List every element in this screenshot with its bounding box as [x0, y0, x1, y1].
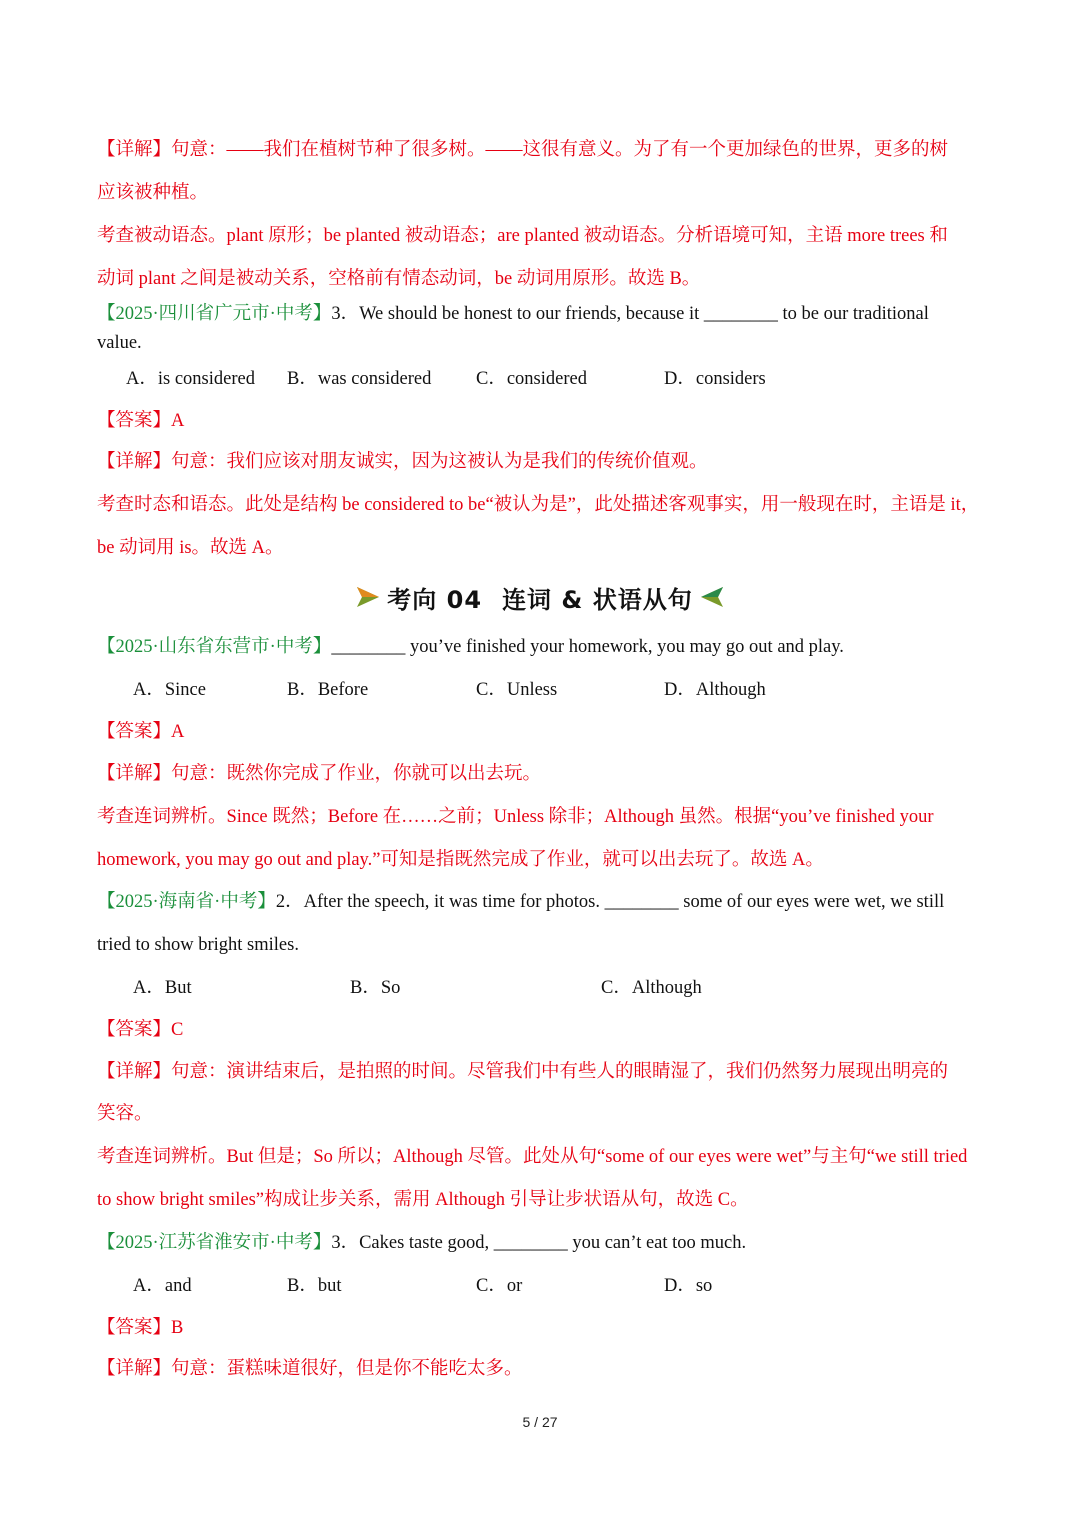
- analysis-line: homework, you may go out and play.”可知是指既然完成了作业，就可以出去玩了。故选 A。: [97, 850, 824, 870]
- option-a: A．But: [133, 978, 192, 998]
- question-source: 【2025·四川省广元市·中考】: [97, 304, 332, 324]
- option-c: C．Unless: [476, 680, 558, 700]
- option-d: D．so: [664, 1276, 713, 1296]
- question-text: 3．Cakes taste good, ________ you can’t eat too much.: [331, 1233, 747, 1253]
- arrow-left-icon: [699, 585, 725, 609]
- detail-line: 【详解】句意：蛋糕味道很好，但是你不能吃太多。: [97, 1359, 523, 1379]
- question-source: 【2025·山东省东营市·中考】: [97, 637, 332, 657]
- analysis-line: 考查连词辨析。Since 既然；Before 在……之前；Unless 除非；Although 虽然。根据“you’ve finished your: [97, 807, 934, 827]
- heading-title: 连词 & 状语从句: [502, 585, 693, 614]
- question-source: 【2025·江苏省淮安市·中考】: [97, 1233, 332, 1253]
- detail-line: 应该被种植。: [97, 183, 209, 203]
- question-text: 2．After the speech, it was time for photos. ________ some of our eyes were wet, we still: [275, 892, 945, 912]
- option-c: C．or: [476, 1276, 523, 1296]
- option-b: B．was considered: [287, 369, 432, 389]
- question-stem: [97, 889, 988, 915]
- detail-line: 【详解】句意：——我们在植树节种了很多树。——这很有意义。为了有一个更加绿色的世界，更多的树: [97, 140, 949, 160]
- question-stem: [97, 301, 988, 327]
- answer: 【答案】A: [97, 411, 185, 431]
- question-text: 3．We should be honest to our friends, because it ________ to be our traditional: [331, 304, 929, 324]
- question-stem: [97, 634, 988, 660]
- section-heading: [0, 580, 1080, 614]
- analysis-line: 动词 plant 之间是被动关系，空格前有情态动词，be 动词用原形。故选 B。: [97, 269, 701, 289]
- option-a: A．Since: [133, 680, 206, 700]
- analysis-line: 考查时态和语态。此处是结构 be considered to be“被认为是”，此处描述客观事实，用一般现在时，主语是 it，: [97, 495, 980, 515]
- question-stem: [97, 1230, 988, 1256]
- heading-code: 考向 04: [387, 585, 483, 614]
- question-source: 【2025·海南省·中考】: [97, 892, 276, 912]
- answer: 【答案】C: [97, 1020, 184, 1040]
- arrow-right-icon: [355, 585, 381, 609]
- analysis-line: 考查被动语态。plant 原形；be planted 被动语态；are planted 被动语态。分析语境可知，主语 more trees 和: [97, 226, 948, 246]
- option-d: D．Although: [664, 680, 766, 700]
- option-b: B．but: [287, 1276, 342, 1296]
- option-a: A．and: [133, 1276, 192, 1296]
- detail-line: 【详解】句意：既然你完成了作业，你就可以出去玩。: [97, 764, 542, 784]
- question-text-cont: value.: [97, 333, 142, 353]
- detail-line: 【详解】句意：我们应该对朋友诚实，因为这被认为是我们的传统价值观。: [97, 452, 708, 472]
- analysis-line: to show bright smiles”构成让步关系，需用 Although 引导让步状语从句，故选 C。: [97, 1190, 749, 1210]
- option-a: A．is considered: [126, 369, 255, 389]
- detail-line: 笑容。: [97, 1104, 153, 1124]
- option-c: C．Although: [601, 978, 702, 998]
- question-text: ________ you’ve finished your homework, you may go out and play.: [331, 637, 844, 657]
- question-text-cont: tried to show bright smiles.: [97, 935, 299, 955]
- answer: 【答案】A: [97, 722, 185, 742]
- option-d: D．considers: [664, 369, 766, 389]
- analysis-line: 考查连词辨析。But 但是；So 所以；Although 尽管。此处从句“some of our eyes were wet”与主句“we still tried: [97, 1147, 968, 1167]
- option-c: C．considered: [476, 369, 587, 389]
- analysis-line: be 动词用 is。故选 A。: [97, 538, 284, 558]
- option-b: B．So: [350, 978, 401, 998]
- detail-line: 【详解】句意：演讲结束后，是拍照的时间。尽管我们中有些人的眼睛湿了，我们仍然努力展现出明亮的: [97, 1062, 949, 1082]
- option-b: B．Before: [287, 680, 369, 700]
- answer: 【答案】B: [97, 1318, 184, 1338]
- page-number: 5 / 27: [522, 1414, 558, 1430]
